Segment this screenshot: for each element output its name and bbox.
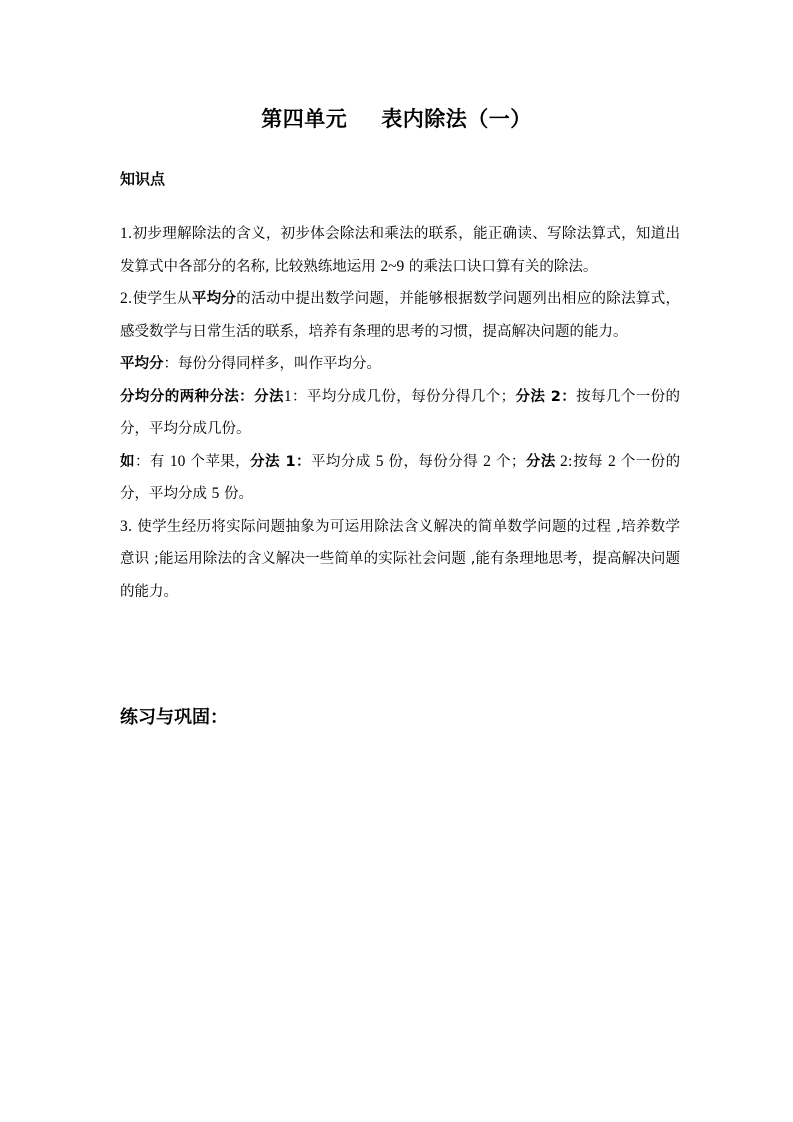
section-heading-knowledge: 知识点	[120, 170, 166, 188]
knowledge-body	[120, 218, 680, 608]
unit-topic: 表内除法（一）	[381, 107, 532, 131]
section-heading-exercises: 练习与巩固：	[120, 707, 228, 728]
page-title	[0, 103, 793, 133]
knowledge-point-2: 2.使学生从平均分的活动中提出数学问题，并能够根据数学问题列出相应的除法算式，感受数学与日常生活的联系，培养有条理的思考的习惯，提高解决问题的能力。	[120, 290, 681, 340]
unit-label: 第四单元	[261, 107, 348, 131]
two-methods: 分均分的两种分法：分法1：平均分成几份，每份分得几个；分法 2：按每几个一份的分，平均分成几份。	[120, 387, 681, 437]
example: 如：有 10 个苹果，分法 1：平均分成 5 份，每份分得 2 个；分法 2:按每 2 个一份的分，平均分成 5 份。	[120, 452, 681, 502]
definition-average: 平均分：每份分得同样多，叫作平均分。	[120, 356, 381, 372]
knowledge-point-1: 1.初步理解除法的含义，初步体会除法和乘法的联系，能正确读、写除法算式，知道出发算式中各部分的名称, 比较熟练地运用 2~9 的乘法口诀口算有关的除法。	[120, 225, 680, 275]
knowledge-point-3: 3. 使学生经历将实际问题抽象为可运用除法含义解决的简单数学问题的过程 ,培养数学意识 ;能运用除法的含义解决一些简单的实际社会问题 ,能有条理地思考，提高解决问题的能力。	[120, 517, 680, 600]
